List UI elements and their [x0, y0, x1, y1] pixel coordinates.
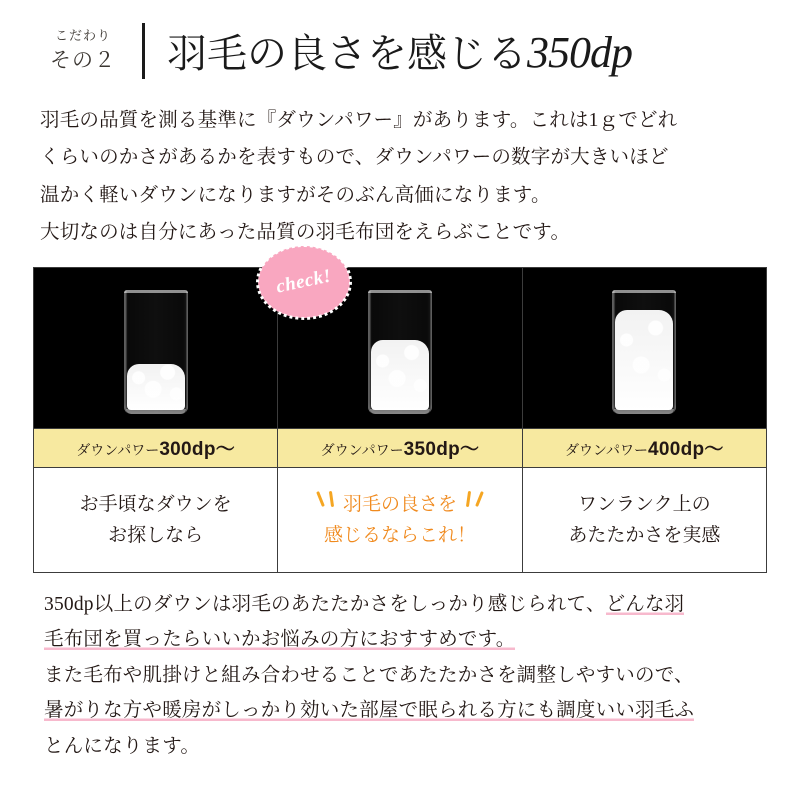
outro-line-2: [44, 622, 760, 657]
intro-line-2: くらいのかさがあるかを表すもので、ダウンパワーの数字が大きいほど: [40, 147, 669, 169]
table-row-captions: [34, 467, 767, 572]
caption-line-2-400dp: あたたかさを実感: [568, 524, 721, 546]
label-value-300dp: 300dp〜: [159, 439, 236, 461]
caption-line-1-350dp: 羽毛の良さを: [342, 493, 457, 515]
intro-line-4: 大切なのは自分にあった品質の羽毛布団をえらぶことです。: [40, 222, 571, 244]
outro-line-2-marked: 毛布団を買ったらいいかお悩みの方におすすめです。: [44, 629, 516, 651]
header-divider: [142, 23, 145, 79]
intro-line-3: 温かく軽いダウンになりますがそのぶん高価になります。: [40, 184, 551, 206]
outro-line-1: [44, 587, 760, 622]
caption-line-2-300dp: お探しなら: [108, 524, 204, 546]
label-cell-350dp: [278, 428, 522, 467]
label-value-350dp: 350dp〜: [403, 439, 480, 461]
downpower-comparison-table: [33, 267, 767, 573]
outro-line-5: とんになります。: [44, 735, 201, 757]
page-title-main: 羽毛の良さを感じる: [167, 31, 527, 76]
kodawari-badge: [28, 28, 138, 74]
page-title-accent: 350dp: [527, 28, 632, 77]
caption-cell-400dp: [522, 467, 766, 572]
outro-paragraph: [44, 587, 760, 764]
emphasis-marks: [317, 489, 483, 520]
down-fill-300dp: [127, 364, 185, 410]
emphasis-tick-left-2: [329, 490, 334, 506]
caption-line-2-350dp: 感じるならこれ！: [323, 524, 476, 546]
table-row-photos: [34, 267, 767, 428]
label-lead-300dp: ダウンパワー: [76, 442, 160, 459]
outro-line-4: [44, 693, 760, 728]
glass-icon-300dp: [124, 290, 188, 414]
emphasis-tick-right-1: [475, 491, 484, 507]
outro-line-4-marked: 暑がりな方や暖房がしっかり効いた部屋で眠られる方にも調度いい羽毛ふ: [44, 700, 695, 722]
label-lead-400dp: ダウンパワー: [564, 442, 648, 459]
glass-icon-400dp: [612, 290, 676, 414]
caption-line-1-400dp: ワンランク上の: [578, 493, 711, 515]
photo-cell-400dp: [522, 267, 766, 428]
kodawari-small-label: こだわり: [54, 27, 111, 43]
check-badge-icon: [261, 249, 347, 315]
outro-line-3: また毛布や肌掛けと組み合わせることであたたかさを調整しやすいので、: [44, 664, 694, 686]
label-value-400dp: 400dp〜: [647, 439, 724, 461]
emphasis-tick-left-1: [316, 491, 325, 507]
photo-cell-300dp: [34, 267, 278, 428]
caption-cell-300dp: [34, 467, 278, 572]
down-fill-350dp: [371, 340, 429, 410]
check-badge-label: check!: [274, 265, 334, 298]
page-header: [0, 0, 800, 93]
table-row-labels: [34, 428, 767, 467]
glass-icon-350dp: [368, 290, 432, 414]
page-title: [167, 22, 632, 79]
label-cell-300dp: [34, 428, 278, 467]
kodawari-number-label: その２: [50, 48, 116, 72]
intro-paragraph: [40, 103, 760, 251]
down-fill-400dp: [615, 310, 673, 410]
outro-line-1-marked: どんな羽: [605, 593, 685, 615]
intro-line-1: 羽毛の品質を測る基準に『ダウンパワー』があります。これは1ｇでどれ: [40, 110, 678, 131]
emphasis-tick-right-2: [466, 490, 471, 506]
caption-cell-350dp: [278, 467, 522, 572]
label-lead-350dp: ダウンパワー: [320, 442, 404, 459]
comparison-table-wrapper: [33, 267, 767, 573]
outro-line-1-plain: 350dp以上のダウンは羽毛のあたたかさをしっかり感じられて、: [44, 593, 606, 615]
label-cell-400dp: [522, 428, 766, 467]
caption-line-1-300dp: お手頃なダウンを: [79, 493, 232, 515]
